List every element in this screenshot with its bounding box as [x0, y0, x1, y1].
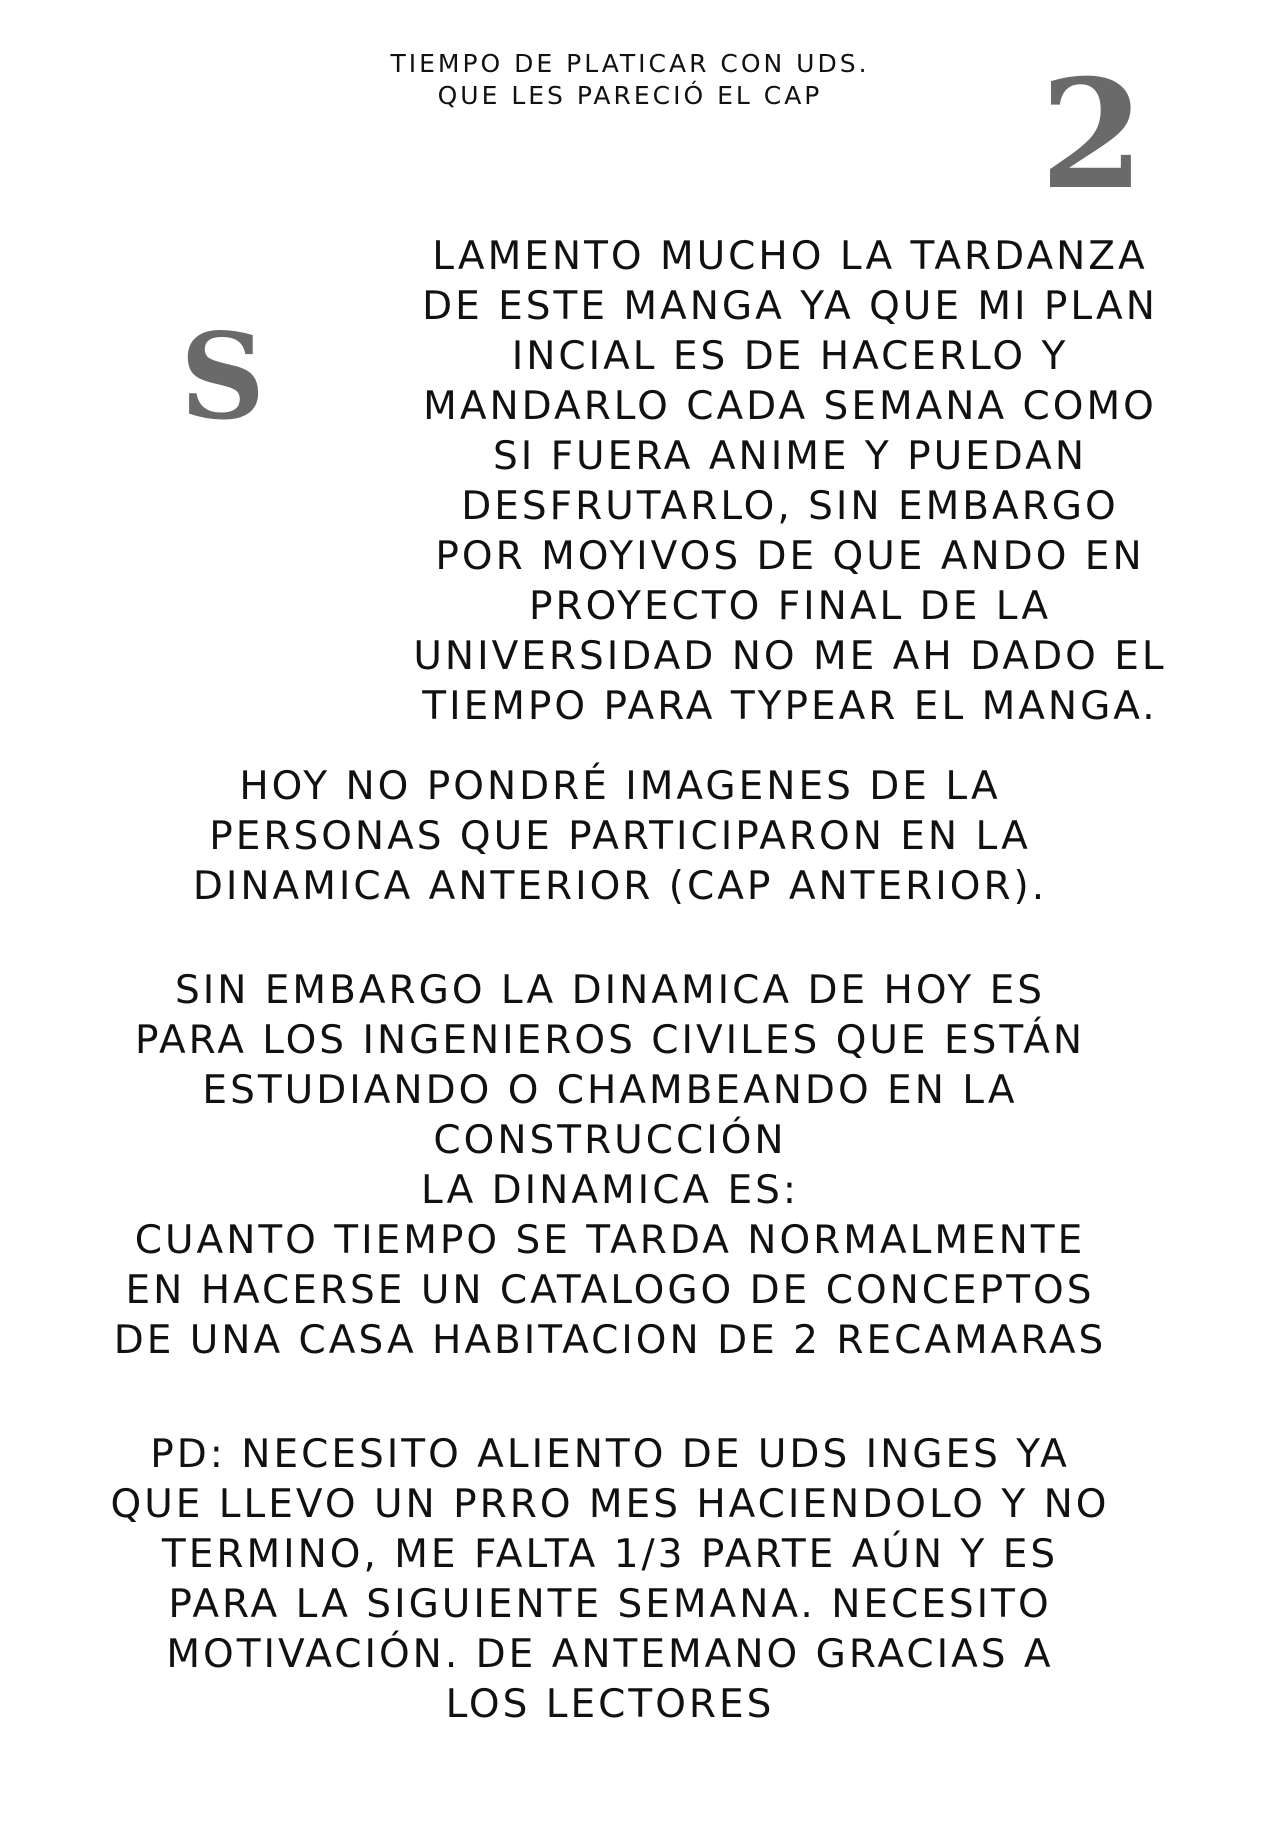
paragraph-dynamic — [20, 966, 1200, 1366]
text-line: SIN EMBARGO LA DINAMICA DE HOY ES — [174, 968, 1046, 1013]
text-line: DE ESTE MANGA YA QUE MI PLAN — [422, 284, 1158, 329]
text-line: CUANTO TIEMPO SE TARDA NORMALMENTE — [134, 1218, 1086, 1263]
text-line: TIEMPO PARA TYPEAR EL MANGA. — [422, 684, 1158, 729]
text-line: PARA LA SIGUIENTE SEMANA. NECESITO — [168, 1582, 1052, 1627]
text-line: UNIVERSIDAD NO ME AH DADO EL — [413, 634, 1167, 679]
text-line: POR MOYIVOS DE QUE ANDO EN — [435, 534, 1145, 579]
text-line: TERMINO, ME FALTA 1/3 PARTE AÚN Y ES — [161, 1532, 1059, 1577]
text-line: PERSONAS QUE PARTICIPARON EN LA — [209, 814, 1031, 859]
text-line: PD: NECESITO ALIENTO DE UDS INGES YA — [150, 1432, 1070, 1477]
paragraph-postscript — [20, 1430, 1200, 1730]
text-line: SI FUERA ANIME Y PUEDAN — [492, 434, 1088, 479]
page-number: 2 — [1040, 47, 1145, 223]
text-line: ESTUDIANDO O CHAMBEANDO EN LA — [202, 1068, 1018, 1113]
text-line: MOTIVACIÓN. DE ANTEMANO GRACIAS A — [166, 1632, 1054, 1677]
text-line: LAMENTO MUCHO LA TARDANZA — [432, 234, 1148, 279]
text-line: HOY NO PONDRÉ IMAGENES DE LA — [239, 764, 1001, 809]
text-line: PROYECTO FINAL DE LA — [528, 584, 1052, 629]
header-line-1: TIEMPO DE PLATICAR CON UDS. — [390, 49, 870, 78]
header-line-2: QUE LES PARECIÓ EL CAP — [437, 81, 823, 110]
paragraph-no-images — [60, 762, 1180, 912]
paragraph-apology — [340, 232, 1240, 732]
page-header — [300, 48, 960, 112]
text-line: PARA LOS INGENIEROS CIVILES QUE ESTÁN — [134, 1018, 1086, 1063]
text-line: DE UNA CASA HABITACION DE 2 RECAMARAS — [113, 1318, 1107, 1363]
text-line: DINAMICA ANTERIOR (CAP ANTERIOR). — [192, 864, 1048, 909]
text-line: LOS LECTORES — [445, 1682, 775, 1727]
text-line: LA DINAMICA ES: — [420, 1168, 800, 1213]
text-line: DESFRUTARLO, SIN EMBARGO — [461, 484, 1119, 529]
text-line: CONSTRUCCIÓN — [433, 1118, 787, 1163]
text-line: MANDARLO CADA SEMANA COMO — [423, 384, 1157, 429]
drop-cap-letter: S — [180, 307, 266, 446]
text-line: EN HACERSE UN CATALOGO DE CONCEPTOS — [125, 1268, 1095, 1313]
text-line: QUE LLEVO UN PRRO MES HACIENDOLO Y NO — [110, 1482, 1110, 1527]
text-line: INCIAL ES DE HACERLO Y — [511, 334, 1069, 379]
